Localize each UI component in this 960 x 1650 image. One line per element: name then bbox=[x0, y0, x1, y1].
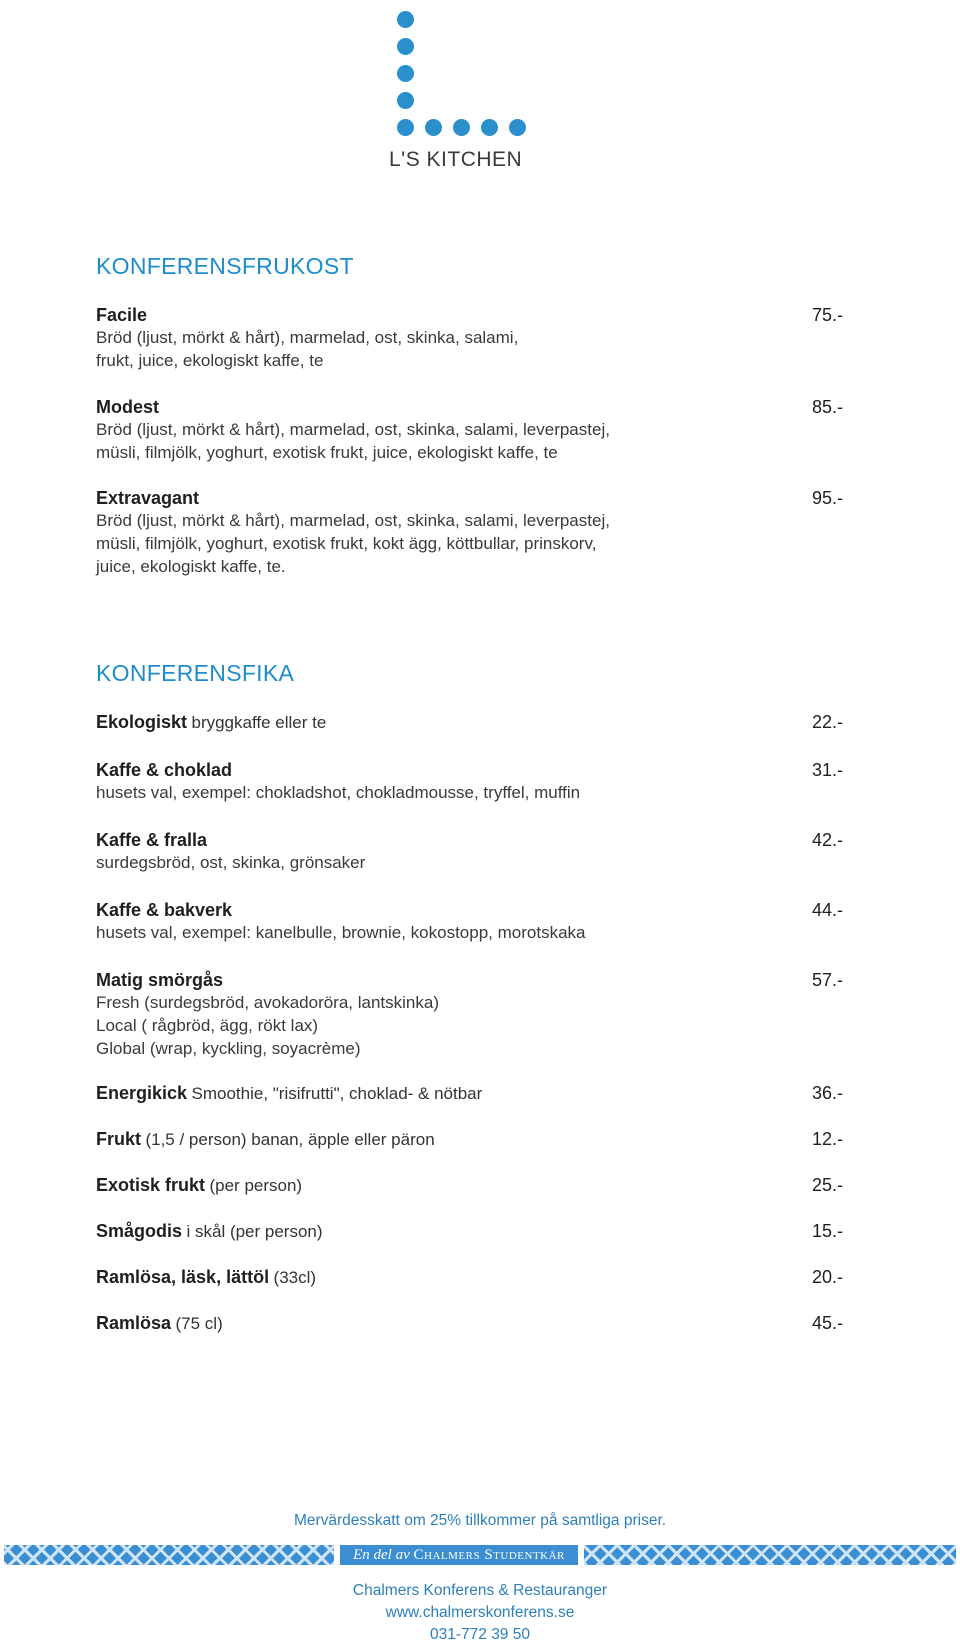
menu-item-title bbox=[96, 760, 232, 781]
menu-item-inline-desc: Smoothie, "risifrutti", choklad- & nötbar bbox=[191, 1084, 483, 1103]
vat-note: Mervärdesskatt om 25% tillkommer på samtliga priser. bbox=[293, 1512, 667, 1529]
menu-item-name: Kaffe & bakverk bbox=[96, 900, 233, 920]
band-label bbox=[340, 1545, 578, 1565]
menu-item-desc-line: müsli, filmjölk, yoghurt, exotisk frukt, juice, ekologiskt kaffe, te bbox=[96, 443, 558, 462]
menu-item-row bbox=[96, 1267, 856, 1288]
menu-item-desc-line: Bröd (ljust, mörkt & hårt), marmelad, ost, skinka, salami, bbox=[96, 328, 519, 347]
menu-item bbox=[96, 900, 856, 944]
menu-item-desc-line: surdegsbröd, ost, skinka, grönsaker bbox=[96, 853, 366, 872]
menu-item-title bbox=[96, 305, 147, 326]
menu-item-inline-desc: (1,5 / person) banan, äpple eller päron bbox=[145, 1130, 435, 1149]
menu-item-row bbox=[96, 712, 856, 733]
menu-item-desc-line: Fresh (surdegsbröd, avokadoröra, lantskinka) bbox=[96, 993, 439, 1012]
logo-dot bbox=[397, 38, 414, 55]
menu-item-inline-desc: bryggkaffe eller te bbox=[191, 713, 327, 732]
menu-item-title bbox=[96, 712, 326, 733]
menu-item-price: 45.- bbox=[812, 1313, 844, 1333]
menu-item-price: 95.- bbox=[812, 488, 844, 508]
logo-dot bbox=[509, 119, 526, 136]
menu-item-name: Smågodis bbox=[96, 1221, 183, 1241]
band-pattern bbox=[584, 1545, 956, 1565]
menu-item-title bbox=[96, 1175, 302, 1196]
menu-item bbox=[96, 1129, 856, 1150]
menu-item-title bbox=[96, 970, 223, 991]
menu-item-price: 22.- bbox=[812, 712, 844, 732]
menu-item-desc-line: juice, ekologiskt kaffe, te. bbox=[96, 557, 286, 576]
menu-item-price: 15.- bbox=[812, 1221, 844, 1241]
menu-item-title bbox=[96, 900, 232, 921]
menu-item-desc-line: Bröd (ljust, mörkt & hårt), marmelad, ost, skinka, salami, leverpastej, bbox=[96, 511, 610, 530]
menu-item bbox=[96, 1313, 856, 1334]
menu-item-row bbox=[96, 830, 856, 851]
menu-item-title bbox=[96, 1267, 316, 1288]
menu-item-desc-line: Global (wrap, kyckling, soyacrème) bbox=[96, 1039, 361, 1058]
menu-item-name: Ekologiskt bbox=[96, 712, 188, 732]
company-name: Chalmers Konferens & Restauranger bbox=[352, 1582, 608, 1599]
menu-item-title bbox=[96, 397, 159, 418]
menu-item-name: Kaffe & fralla bbox=[96, 830, 208, 850]
menu-item-name: Extravagant bbox=[96, 488, 200, 508]
menu-item-name: Exotisk frukt bbox=[96, 1175, 206, 1195]
website-link[interactable]: www.chalmerskonferens.se bbox=[385, 1604, 575, 1621]
menu-item-inline-desc: (per person) bbox=[209, 1176, 303, 1195]
brand-name: L'S KITCHEN bbox=[389, 148, 523, 171]
menu-item bbox=[96, 1221, 856, 1242]
chalmers-band bbox=[4, 1545, 956, 1565]
menu-item-price: 44.- bbox=[812, 900, 844, 920]
menu-item-name: Ramlösa bbox=[96, 1313, 172, 1333]
phone-number: 031-772 39 50 bbox=[430, 1626, 530, 1643]
menu-item-row bbox=[96, 1175, 856, 1196]
menu-item-name: Kaffe & choklad bbox=[96, 760, 233, 780]
section-title-breakfast: KONFERENSFRUKOST bbox=[96, 253, 354, 279]
menu-item bbox=[96, 488, 856, 578]
menu-item-name: Ramlösa, läsk, lättöl bbox=[96, 1267, 270, 1287]
menu-item-row bbox=[96, 305, 856, 326]
menu-item-price: 57.- bbox=[812, 970, 844, 990]
menu-item-price: 75.- bbox=[812, 305, 844, 325]
menu-item-row bbox=[96, 397, 856, 418]
menu-item-price: 36.- bbox=[812, 1083, 844, 1103]
menu-item bbox=[96, 760, 856, 804]
menu-item-title bbox=[96, 1221, 323, 1242]
menu-item-row bbox=[96, 1221, 856, 1242]
menu-item bbox=[96, 1267, 856, 1288]
menu-item-desc-line: Local ( rågbröd, ägg, rökt lax) bbox=[96, 1016, 319, 1035]
menu-item-desc-line: müsli, filmjölk, yoghurt, exotisk frukt, kokt ägg, köttbullar, prinskorv, bbox=[96, 534, 597, 553]
menu-item bbox=[96, 1175, 856, 1196]
menu-item bbox=[96, 1083, 856, 1104]
menu-item-title bbox=[96, 830, 207, 851]
menu-item-desc-line: husets val, exempel: chokladshot, chokladmousse, tryffel, muffin bbox=[96, 783, 581, 802]
menu-item-price: 20.- bbox=[812, 1267, 844, 1287]
menu-item-row bbox=[96, 970, 856, 991]
menu-item-title bbox=[96, 1313, 223, 1334]
logo-dot bbox=[481, 119, 498, 136]
menu-item-name: Energikick bbox=[96, 1083, 188, 1103]
menu-item-row bbox=[96, 1083, 856, 1104]
menu-item-name: Matig smörgås bbox=[96, 970, 224, 990]
logo-dot bbox=[397, 119, 414, 136]
band-pattern bbox=[4, 1545, 334, 1565]
menu-item bbox=[96, 970, 856, 1060]
menu-item-name: Modest bbox=[96, 397, 159, 417]
menu-item-price: 12.- bbox=[812, 1129, 844, 1149]
band-org: Chalmers Studentkår bbox=[413, 1547, 565, 1563]
menu-item-title bbox=[96, 1129, 435, 1150]
logo-dot bbox=[397, 11, 414, 28]
menu-item-price: 25.- bbox=[812, 1175, 844, 1195]
menu-item-price: 42.- bbox=[812, 830, 844, 850]
menu-item bbox=[96, 712, 856, 733]
menu-item-row bbox=[96, 1313, 856, 1334]
menu-item-row bbox=[96, 760, 856, 781]
menu-item bbox=[96, 397, 856, 464]
menu-item-price: 31.- bbox=[812, 760, 844, 780]
menu-item-inline-desc: (75 cl) bbox=[175, 1314, 223, 1333]
logo-dot bbox=[397, 92, 414, 109]
menu-item bbox=[96, 830, 856, 874]
menu-item-name: Facile bbox=[96, 305, 148, 325]
menu-item-desc-line: husets val, exempel: kanelbulle, brownie, kokostopp, morotskaka bbox=[96, 923, 586, 942]
menu-item-row bbox=[96, 488, 856, 509]
menu-item-title bbox=[96, 488, 199, 509]
band-prefix: En del av bbox=[353, 1547, 410, 1563]
menu-item-desc-line: frukt, juice, ekologiskt kaffe, te bbox=[96, 351, 324, 370]
menu-item-name: Frukt bbox=[96, 1129, 141, 1149]
menu-item-desc-line: Bröd (ljust, mörkt & hårt), marmelad, ost, skinka, salami, leverpastej, bbox=[96, 420, 610, 439]
menu-item-price: 85.- bbox=[812, 397, 844, 417]
logo-dot bbox=[453, 119, 470, 136]
section-title-fika: KONFERENSFIKA bbox=[96, 660, 295, 686]
menu-item bbox=[96, 305, 856, 372]
menu-item-title bbox=[96, 1083, 482, 1104]
logo-dot bbox=[397, 65, 414, 82]
ls-kitchen-logo bbox=[389, 8, 545, 178]
menu-item-row bbox=[96, 1129, 856, 1150]
logo-dot bbox=[425, 119, 442, 136]
menu-item-inline-desc: i skål (per person) bbox=[186, 1222, 323, 1241]
menu-item-inline-desc: (33cl) bbox=[273, 1268, 317, 1287]
menu-item-row bbox=[96, 900, 856, 921]
